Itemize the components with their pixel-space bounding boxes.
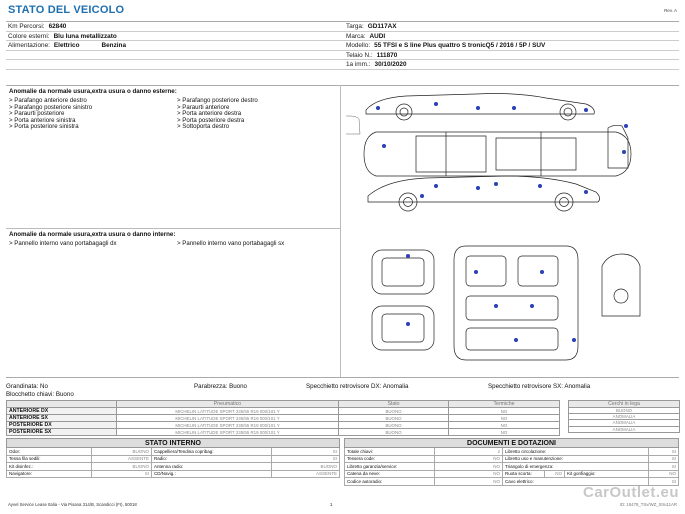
vehicle-header: [6, 21, 679, 70]
tyre-termiche: NO: [449, 429, 560, 436]
field-label: Libretto garanzia/service:: [345, 463, 435, 471]
field-value: NO: [649, 470, 679, 478]
field-value: BUONO: [92, 463, 152, 471]
field-label: Cavo elettrico:: [503, 478, 649, 486]
field-value: ASSENTE: [92, 455, 152, 463]
table-header-cell: Stato: [339, 401, 449, 408]
glass-status: [6, 383, 679, 398]
tyre-model: MICHELIN LATITUDE SPORT 235/55 R19 000/101 Y: [117, 422, 339, 429]
field-label: Kit gonfiaggio:: [565, 470, 649, 478]
cerchi-header: Cerchi in lega: [569, 401, 680, 408]
table-row: [7, 408, 560, 415]
table-row: [7, 422, 560, 429]
field-value: BUONO: [272, 463, 340, 471]
cerchi-value: ANOMALIA: [569, 414, 680, 420]
list-item: > Pannello interno vano portabagagli sx: [177, 240, 285, 247]
field-label: Tessa fila sedili:: [7, 455, 92, 463]
tyre-position: ANTERIORE DX: [7, 408, 117, 415]
field-value: 2: [435, 448, 503, 456]
table-row: [7, 455, 340, 463]
tyre-termiche: NO: [449, 422, 560, 429]
list-item: > Parafango posteriore destro: [177, 97, 258, 104]
km-value: 62840: [48, 23, 67, 30]
modello-value: 55 TFSI e S line Plus quattro S tronicQ5 / 2016 / 5P / SUV: [374, 42, 546, 50]
field-value: SI: [649, 478, 679, 486]
field-label: Antenna radio:: [152, 463, 272, 471]
field-label: Codice autoradio:: [345, 478, 435, 486]
list-item: > Porta anteriore sinistra: [9, 116, 76, 124]
glass-section-divider: [6, 377, 679, 378]
field-label: Cappelliera/Tendina copribag:: [152, 448, 272, 456]
field-label: Ruota scorta:: [503, 470, 545, 478]
tyre-position: POSTERIORE SX: [7, 429, 117, 436]
list-item: > Parafango posteriore sinistro: [9, 103, 93, 111]
km-label: Km Percorsi:: [8, 23, 45, 30]
internal-damage-heading: Anomalie da normale usura,extra usura o danno interne:: [9, 231, 176, 238]
field-label: Kit disinfez.:: [7, 463, 92, 471]
tyre-model: MICHELIN LATITUDE SPORT 235/55 R19 000/101 Y: [117, 415, 339, 422]
table-row: [7, 470, 340, 478]
stato-interno-table: [6, 438, 340, 478]
field-value: NO: [435, 463, 503, 471]
external-car-diagram: [346, 88, 646, 224]
footer-id: ID: 18478_TSv/WZ_Stru11AR: [619, 502, 677, 507]
table-row: [7, 429, 560, 436]
marca-value: AUDI: [369, 32, 386, 40]
documenti-heading: DOCUMENTI E DOTAZIONI: [345, 439, 679, 448]
field-value: SI: [92, 470, 152, 478]
table-header-cell: Pneumatico: [117, 401, 339, 408]
list-item: > Porta anteriore destra: [177, 110, 242, 118]
internal-car-diagram: [346, 236, 646, 372]
external-damage-panel: [6, 86, 340, 226]
telaio-value: 111870: [376, 51, 398, 59]
specchietto-sx-status: Specchietto retrovisore SX: Anomalia: [488, 383, 591, 390]
field-value: SI: [649, 463, 679, 471]
stato-interno-heading: STATO INTERNO: [7, 439, 340, 448]
field-label: Libretto uso e manutenzione:: [503, 455, 649, 463]
field-label: Navigatore:: [7, 470, 92, 478]
watermark-logo: CarOutlet.eu: [582, 484, 679, 501]
page-number: 1: [330, 502, 333, 507]
cerchi-table: [568, 400, 680, 433]
footer-company: Ayvel Service Lease Italia - Via Pisana 314/B, Scandicci (FI), 50018: [8, 502, 137, 507]
field-value: SI: [272, 455, 340, 463]
table-row: [7, 448, 340, 456]
alim-value-2: Benzina: [101, 42, 127, 50]
tyre-stato: BUONO: [339, 429, 449, 436]
tyre-model: MICHELIN LATITUDE SPORT 235/55 R19 000/101 Y: [117, 429, 339, 436]
field-label: Totale chiavi:: [345, 448, 435, 456]
table-row: [7, 415, 560, 422]
table-row: [7, 463, 340, 471]
internal-damage-list: [9, 241, 337, 248]
field-value: NO: [435, 455, 503, 463]
tyre-termiche: NO: [449, 415, 560, 422]
page-title: STATO DEL VEICOLO: [8, 4, 125, 16]
field-value: NO: [435, 470, 503, 478]
field-label: Tessera code:: [345, 455, 435, 463]
modello-label: Modello:: [346, 42, 371, 50]
telaio-label: Telaio N.:: [346, 51, 373, 59]
colore-label: Colore esterni:: [8, 32, 50, 40]
field-value: SI: [649, 455, 679, 463]
field-value: SI: [649, 448, 679, 456]
table-header-cell: Termiche: [449, 401, 560, 408]
marca-label: Marca:: [346, 32, 366, 40]
list-item: > Pannello interno vano portabagagli dx: [9, 240, 117, 247]
field-value: NO: [545, 470, 565, 478]
specchietto-dx-status: Specchietto retrovisore DX: Anomalia: [306, 383, 409, 390]
table-row: [345, 455, 679, 463]
tyre-model: MICHELIN LATITUDE SPORT 235/55 R19 000/101 Y: [117, 408, 339, 415]
tyre-position: POSTERIORE DX: [7, 422, 117, 429]
tyre-stato: BUONO: [339, 422, 449, 429]
table-row: [345, 448, 679, 456]
alim-label: Alimentazione:: [8, 42, 50, 50]
list-item: > Parafango anteriore destro: [9, 97, 87, 104]
table-header-cell: [7, 401, 117, 408]
list-item: > Paraurti anteriore: [177, 103, 230, 111]
imm-label: 1a imm.:: [346, 61, 371, 69]
damage-column-divider: [340, 85, 341, 377]
field-label: Libretto circolazione:: [503, 448, 649, 456]
imm-value: 30/10/2020: [374, 61, 407, 69]
revision-label: Rev. A: [664, 8, 677, 13]
list-item: > Sottoporta destro: [177, 123, 229, 131]
parabrezza-status: Parabrezza: Buono: [194, 383, 247, 390]
list-item: > Paraurti posteriore: [9, 110, 65, 118]
tyre-termiche: NO: [449, 408, 560, 415]
documenti-table: [344, 438, 679, 486]
tyre-stato: BUONO: [339, 415, 449, 422]
list-item: > Porta posteriore sinistra: [9, 123, 79, 131]
field-label: Radio:: [152, 455, 272, 463]
targa-label: Targa:: [346, 23, 364, 30]
field-label: Catena da neve:: [345, 470, 435, 478]
table-row: [345, 470, 679, 478]
field-value: BUONO: [92, 448, 152, 456]
cerchi-value: ANOMALIA: [569, 420, 680, 426]
field-label: Triangolo di emergenza:: [503, 463, 649, 471]
targa-value: GD117AX: [367, 23, 397, 30]
field-label: CD/Navig.:: [152, 470, 272, 478]
alim-value-1: Elettrico: [53, 42, 80, 50]
cerchi-value: BUONO: [569, 408, 680, 414]
tyre-position: ANTERIORE SX: [7, 415, 117, 422]
field-value: ASSENTE: [272, 470, 340, 478]
tyre-stato: BUONO: [339, 408, 449, 415]
field-value: NO: [435, 478, 503, 486]
external-damage-heading: Anomalie da normale usura,extra usura o danno esterne:: [9, 88, 177, 95]
internal-damage-panel: [6, 229, 340, 369]
list-item: > Porta posteriore destra: [177, 116, 245, 124]
table-header-row: [7, 401, 560, 408]
field-value: SI: [272, 448, 340, 456]
tyres-table: [6, 400, 560, 436]
colore-value: Blu luna metallizzato: [53, 32, 117, 40]
field-label: Odor:: [7, 448, 92, 456]
table-row: [345, 463, 679, 471]
cerchi-value: ANOMALIA: [569, 426, 680, 432]
external-damage-list: [9, 98, 337, 131]
blocchetto-status: Blocchetto chiavi: Buono: [6, 390, 74, 398]
grandinata-status: Grandinata: No: [6, 383, 48, 390]
